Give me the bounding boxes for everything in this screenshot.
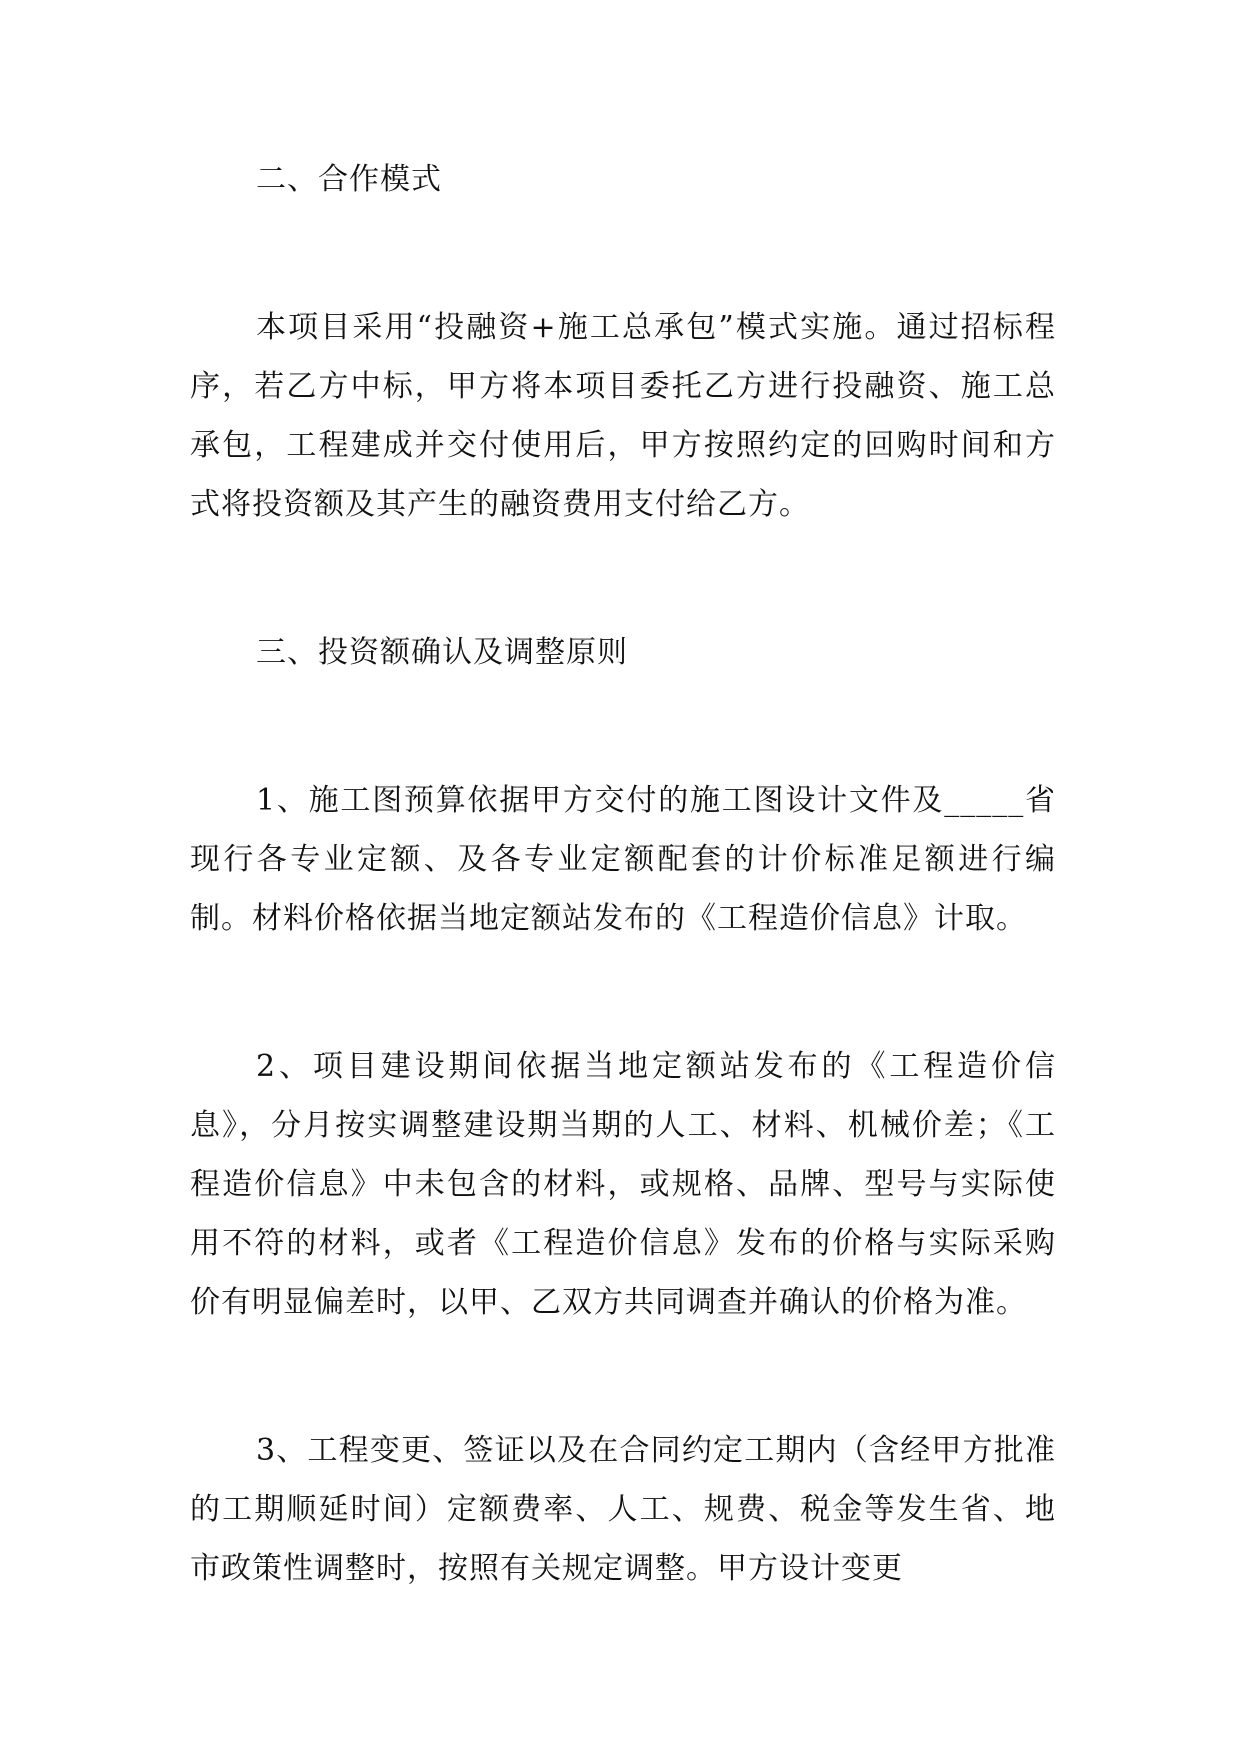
paragraph-clause-1: 1、施工图预算依据甲方交付的施工图设计文件及_____省现行各专业定额、及各专业定额配套的计价标准足额进行编制。材料价格依据当地定额站发布的《工程造价信息》计取。 (190, 783, 1056, 936)
paragraph-clause-3: 3、工程变更、签证以及在合同约定工期内（含经甲方批准的工期顺延时间）定额费率、人工、规费、税金等发生省、地市政策性调整时，按照有关规定调整。甲方设计变更 (190, 1433, 1056, 1586)
paragraph-gap (190, 209, 1056, 298)
section-heading-investment-adjustment: 三、投资额确认及调整原则 (256, 635, 628, 670)
paragraph-gap (190, 682, 1056, 771)
paragraph-clause-2: 2、项目建设期间依据当地定额站发布的《工程造价信息》，分月按实调整建设期当期的人工、材料、机械价差；《工程造价信息》中未包含的材料，或规格、品牌、型号与实际使用不符的材料，或者《工程造价信息》发布的价格与实际采购价有明显偏差时，以甲、乙双方共同调查并确认的价格为准。 (190, 1049, 1056, 1320)
paragraph-gap (190, 534, 1056, 623)
paragraph-cooperation-mode: 本项目采用“投融资+施工总承包”模式实施。通过招标程序，若乙方中标，甲方将本项目委托乙方进行投融资、施工总承包，工程建成并交付使用后，甲方按照约定的回购时间和方式将投资额及其产生的融资费用支付给乙方。 (190, 310, 1056, 522)
section-heading-cooperation-mode: 二、合作模式 (256, 162, 442, 197)
document-body (190, 150, 1056, 1598)
paragraph-gap (190, 1332, 1056, 1421)
paragraph-gap (190, 948, 1056, 1037)
